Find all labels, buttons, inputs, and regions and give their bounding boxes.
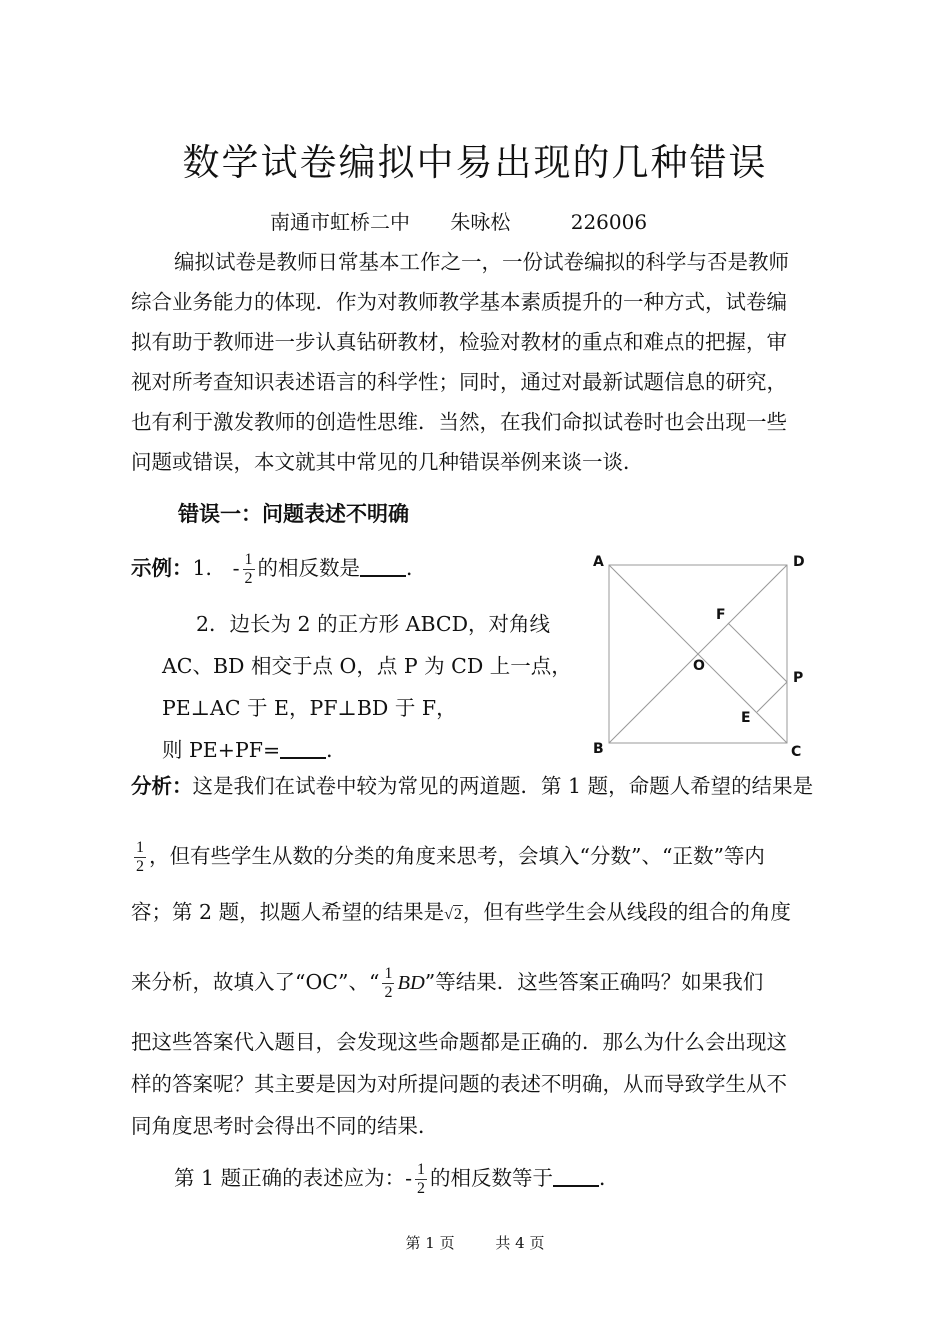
page-title: 数学试卷编拟中易出现的几种错误 [182, 141, 768, 184]
correct-statement: 第 1 题正确的表述应为：- $\frac{1}{2}$ 的相反数等于 ． [174, 1161, 620, 1197]
answer-blank [280, 737, 326, 759]
intro-line: 综合业务能力的体现．作为对教师教学基本素质提升的一种方式，试卷编 [131, 290, 787, 314]
author-name: 朱咏松 [450, 210, 511, 234]
segment-pe [757, 682, 787, 712]
intro-line: 问题或错误，本文就其中常见的几种错误举例来谈一谈． [131, 450, 644, 474]
sqrt-expression: √2 [444, 906, 462, 923]
q2-line: 则 PE+PF= ． [162, 738, 347, 762]
intro-line: 也有利于激发教师的创造性思维．当然，在我们命拟试卷时也会出现一些 [131, 410, 787, 434]
author-school: 南通市虹桥二中 [270, 210, 410, 234]
page-footer [0, 1232, 950, 1253]
answer-blank [360, 555, 406, 577]
analysis-line: 分析：这是我们在试卷中较为常见的两道题．第 1 题，命题人希望的结果是 [131, 774, 814, 798]
analysis-line: $\frac{1}{2}$ ，但有些学生从数的分类的角度来思考，会填入“分数”、“正数”等内 [136, 839, 765, 875]
analysis-line: 同角度思考时会得出不同的结果． [131, 1114, 439, 1138]
fraction: $\frac{1}{2}$ [136, 839, 144, 875]
intro-line: 编拟试卷是教师日常基本工作之一，一份试卷编拟的科学与否是教师 [174, 250, 789, 274]
intro-line: 视对所考查知识表述语言的科学性；同时，通过对最新试题信息的研究， [131, 370, 787, 394]
q2-line: PE⊥AC 于 E，PF⊥BD 于 F， [162, 696, 457, 720]
q2-line: 2．边长为 2 的正方形 ABCD，对角线 [196, 612, 551, 636]
label-a: A [593, 554, 604, 570]
example-label: 示例： [131, 556, 193, 580]
analysis-line: 容；第 2 题，拟题人希望的结果是√2，但有些学生会从线段的组合的角度 [131, 900, 791, 924]
author-postcode: 226006 [570, 210, 648, 234]
label-c: C [791, 744, 802, 760]
section-heading: 错误一：问题表述不明确 [178, 502, 409, 526]
fraction: $\frac{1}{2}$ [384, 965, 393, 1001]
intro-line: 拟有助于教师进一步认真钻研教材，检验对教材的重点和难点的把握，审 [131, 330, 787, 354]
label-o: O [693, 658, 705, 674]
example-1: 示例：1． - $\frac{1}{2}$ 的相反数是 ． [131, 551, 427, 587]
q1-sign: - [232, 556, 240, 580]
square-diagram [585, 548, 815, 763]
segment-pf [728, 623, 787, 682]
q2-line: AC、BD 相交于点 O，点 P 为 CD 上一点， [162, 654, 572, 678]
page-number: 第 1 页 [405, 1234, 455, 1252]
analysis-label: 分析： [131, 774, 193, 798]
fraction: $\frac{1}{2}$ [417, 1161, 426, 1197]
label-e: E [741, 710, 751, 726]
analysis-line: 样的答案呢？其主要是因为对所提问题的表述不明确，从而导致学生从不 [131, 1072, 787, 1096]
answer-blank [553, 1165, 599, 1187]
fraction: $\frac{1}{2}$ [244, 551, 253, 587]
label-p: P [793, 670, 804, 686]
analysis-line: 来分析，故填入了“OC”、“ $\frac{1}{2}$ BD”等结果．这些答案正确吗？如果我们 [131, 965, 764, 1001]
label-b: B [593, 741, 604, 757]
author-line [270, 206, 681, 235]
analysis-line: 把这些答案代入题目，会发现这些命题都是正确的．那么为什么会出现这 [131, 1030, 787, 1054]
label-d: D [793, 554, 805, 570]
page-total: 共 4 页 [495, 1234, 545, 1252]
q1-text: 的相反数是 [257, 556, 361, 580]
q1-prefix: 1． [192, 556, 227, 580]
label-f: F [716, 607, 726, 623]
